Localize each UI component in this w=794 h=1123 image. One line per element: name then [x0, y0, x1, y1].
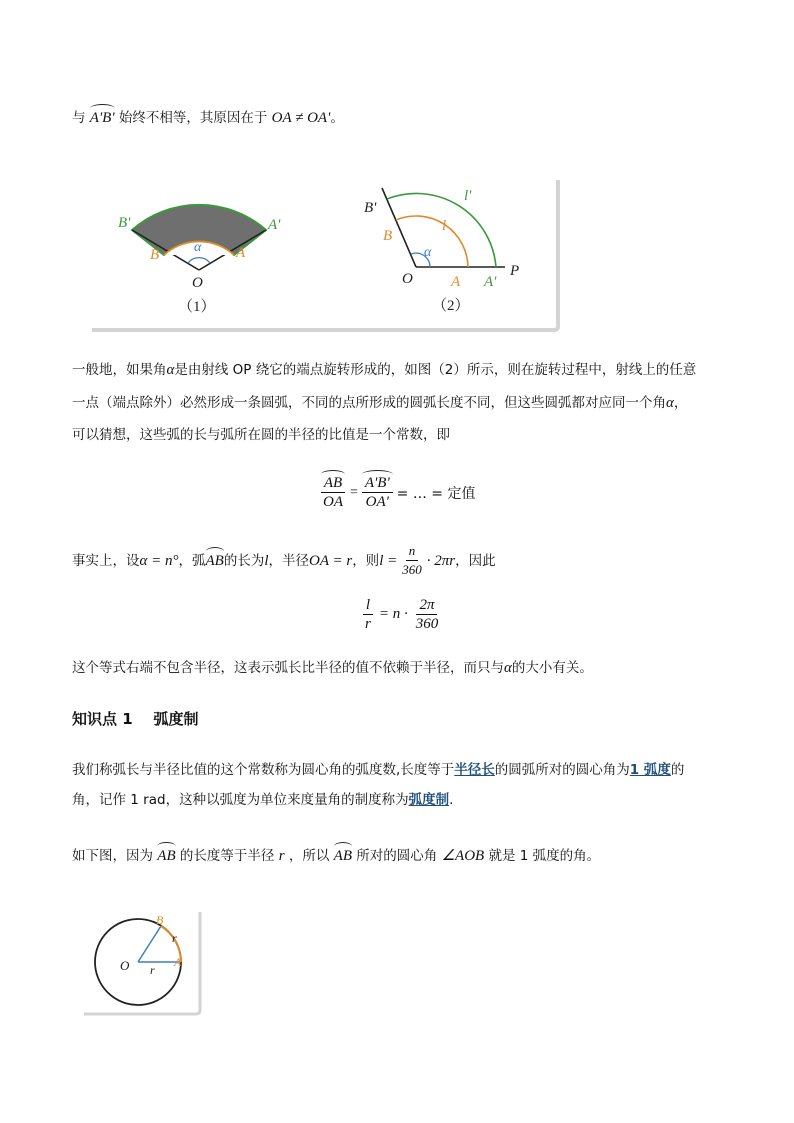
denominator: OA' [365, 494, 389, 510]
link-radius-length[interactable]: 半径长 [454, 762, 495, 778]
expr-oa-r: OA = r [309, 552, 353, 569]
label-a-prime: A' [268, 217, 281, 233]
denominator: 360 [415, 616, 439, 632]
para4-line1 [72, 760, 684, 780]
label-b: B [150, 247, 160, 263]
label-o-3: O [120, 958, 130, 973]
text: ， [673, 395, 688, 411]
para3-line [72, 658, 593, 678]
arc-l [396, 216, 468, 267]
numerator: n [406, 542, 419, 561]
label-p: P [510, 263, 520, 279]
text: 所对的圆心角 [356, 848, 438, 864]
text: 的 [670, 762, 685, 778]
caption-2: （2） [432, 298, 470, 314]
text: ，因此 [455, 552, 496, 569]
equation-l-over-r [360, 596, 443, 633]
text-prefix: 与 [72, 110, 86, 126]
text: . [449, 792, 454, 808]
label-a-2: A [451, 274, 461, 290]
para5-line [72, 846, 600, 866]
alpha-symbol: α [166, 362, 175, 378]
label-l-prime: l' [464, 188, 472, 204]
para4-line2 [72, 790, 453, 810]
alpha-symbol: α [666, 395, 674, 411]
text: ，所以 [288, 848, 330, 864]
text: 是由射线 OP 绕它的端点旋转形成的，如图（2）所示，则在旋转过程中，射线上的任意 [174, 362, 697, 378]
figure-3-unit-radian [84, 912, 204, 1022]
text: ，半径 [268, 552, 309, 569]
radius-ob [138, 926, 161, 962]
denominator: r [365, 616, 371, 632]
numerator: AB [321, 474, 345, 493]
fraction-n-360 [399, 542, 425, 579]
text: 可以猜想，这些弧的长与弧所在圆的半径的比值是一个常数，即 [72, 427, 450, 443]
text: ，弧 [178, 552, 206, 569]
numerator: l [363, 596, 373, 615]
label-a-prime-2: A' [484, 274, 497, 290]
equation-ratio [318, 474, 475, 511]
equals-sign: = [350, 484, 358, 500]
text: 的圆弧所对的圆心角为 [494, 762, 630, 778]
angle-aob: ∠AOB [441, 848, 485, 864]
text: 这个等式右端不包含半径，这表示弧长比半径的值不依赖于半径，而只与 [72, 660, 504, 676]
equation-mid: = n · [378, 606, 408, 622]
label-b-3: B [156, 913, 164, 927]
symbol-l: l [264, 552, 269, 569]
numerator: 2π [416, 596, 437, 615]
label-a: A [236, 245, 246, 261]
label-l: l [442, 218, 447, 234]
denominator: OA [323, 494, 343, 510]
text: 角，记作 1 rad，这种以弧度为单位来度量角的制度称为 [72, 792, 409, 808]
label-o-2: O [402, 271, 413, 287]
angle-mark [188, 258, 210, 263]
arc-ab: AB [157, 848, 176, 864]
arc-ab: AB [333, 848, 352, 864]
para1-line1 [72, 360, 696, 380]
figure-2-rotating-ray [350, 182, 540, 322]
label-b-2: B [383, 228, 393, 244]
label-alpha: α [194, 240, 202, 255]
expr-2pir: · 2πr [426, 552, 456, 569]
symbol-r: r [278, 848, 285, 864]
text: 的长为 [223, 552, 265, 569]
section-heading: 知识点 1 弧度制 [72, 710, 199, 728]
text: 如下图，因为 [72, 848, 153, 864]
arc-a-prime-b-prime: A'B' [89, 110, 115, 126]
text: 一点（端点除外）必然形成一条圆弧，不同的点所形成的圆弧长度不同，但这些圆弧都对应同一个角 [72, 395, 666, 411]
fraction-2pi-360 [413, 596, 442, 633]
text-mid: 始终不相等，其原因在于 [118, 110, 268, 126]
alpha-symbol: α [504, 660, 512, 676]
para2-line [72, 542, 496, 579]
link-one-radian[interactable]: 1 弧度 [629, 762, 671, 778]
figure-1-annular-sector [110, 185, 290, 325]
para1-line2 [72, 393, 687, 413]
label-a-3: A [174, 955, 182, 969]
expr-alpha-n: α = n° [139, 552, 179, 569]
fraction-apbp-oap [362, 474, 393, 511]
caption-1: （1） [178, 299, 216, 315]
intro-line [72, 108, 344, 128]
text-suffix: 。 [330, 110, 344, 126]
numerator: A'B' [362, 474, 393, 493]
arc-ab: AB [205, 552, 224, 569]
text: 我们称弧长与半径比值的这个常数称为圆心角的弧度数,长度等于 [72, 762, 455, 778]
label-b-prime: B' [118, 215, 131, 231]
fraction-l-r [362, 596, 374, 633]
label-alpha-2: α [424, 245, 432, 260]
denominator: 360 [402, 562, 422, 577]
fraction-ab-oa [320, 474, 346, 511]
text: 事实上，设 [72, 552, 140, 569]
label-r-radius: r [150, 963, 155, 977]
label-b-prime-2: B' [364, 200, 377, 216]
equation-tail: = … = 定值 [396, 485, 476, 502]
text: 的长度等于半径 [179, 848, 275, 864]
para1-line3 [72, 425, 450, 445]
label-r-arc: r [172, 931, 177, 945]
text: 就是 1 弧度的角。 [488, 848, 601, 864]
formula-oa-neq: OA ≠ OA' [271, 110, 331, 126]
link-radian-system[interactable]: 弧度制 [408, 792, 450, 808]
text: 的大小有关。 [511, 660, 593, 676]
text: ，则 [352, 552, 380, 569]
text: 一般地，如果角 [72, 362, 167, 378]
label-o: O [192, 275, 203, 291]
expr-l-eq: l = [379, 552, 398, 569]
